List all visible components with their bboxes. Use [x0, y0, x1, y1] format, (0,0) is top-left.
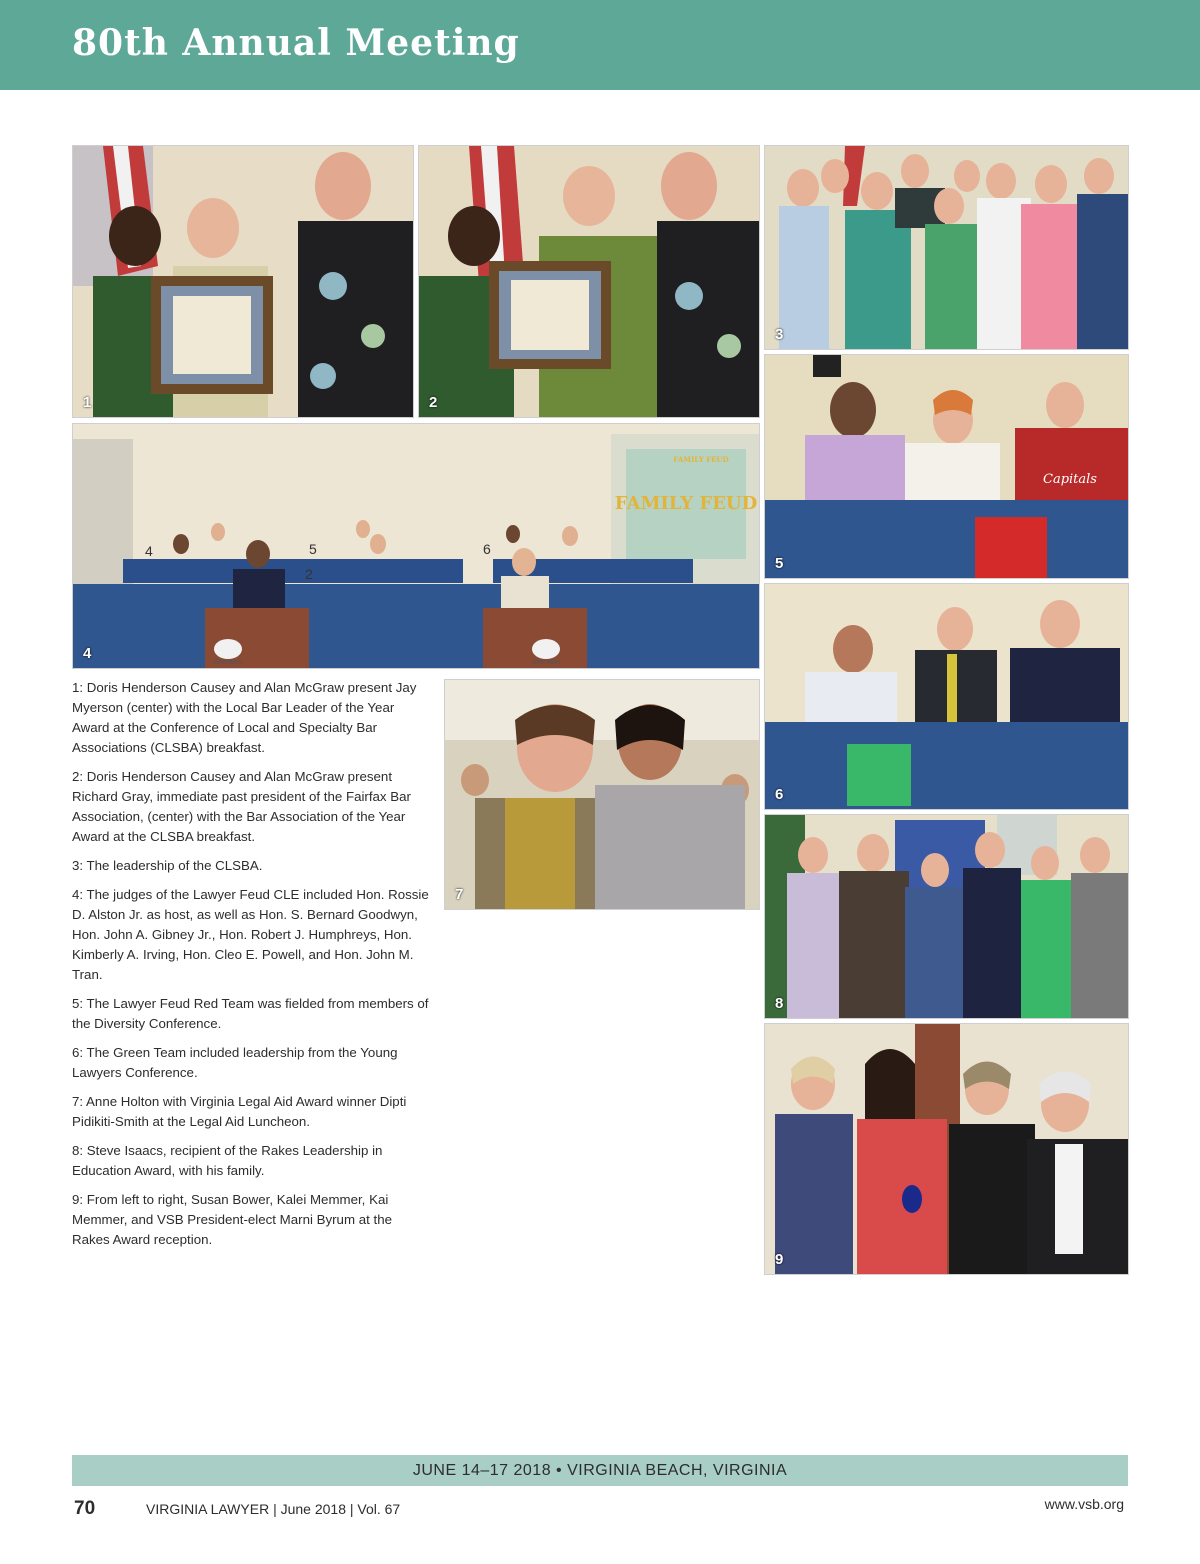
judge-number-2: 2	[305, 566, 313, 582]
photo-3	[764, 145, 1129, 350]
photo-number: 9	[775, 1251, 784, 1268]
photo-2-image	[419, 146, 759, 417]
sheraton-sign-left: Sheraton	[213, 659, 243, 666]
photo-number: 3	[775, 326, 784, 343]
photo-4-image	[73, 424, 759, 668]
photo-6	[764, 583, 1129, 810]
journal-info: VIRGINIA LAWYER | June 2018 | Vol. 67	[146, 1501, 401, 1517]
caption-1: 1: Doris Henderson Causey and Alan McGraw present Jay Myerson (center) with the Local Bar Leader of the Year Award at the Conference of Local and Specialty Bar Associations (CLSBA) breakfast.	[72, 680, 417, 755]
judge-number-5: 5	[309, 541, 317, 557]
caption-3: 3: The leadership of the CLSBA.	[72, 858, 263, 873]
caption-7: 7: Anne Holton with Virginia Legal Aid Award winner Dipti Pidikiti-Smith at the Legal Aid Luncheon.	[72, 1094, 407, 1129]
photo-7	[444, 679, 760, 910]
caption-5: 5: The Lawyer Feud Red Team was fielded from members of the Diversity Conference.	[72, 996, 429, 1031]
photo-9-image	[765, 1024, 1128, 1274]
photo-number: 7	[455, 886, 464, 903]
photo-6-image	[765, 584, 1128, 809]
caption-2: 2: Doris Henderson Causey and Alan McGraw present Richard Gray, immediate past president of the Fairfax Bar Association, (center) with the Bar Association of the Year Award at the CLSBA breakfast.	[72, 769, 411, 844]
photo-2	[418, 145, 760, 418]
photo-5	[764, 354, 1129, 579]
caption-9: 9: From left to right, Susan Bower, Kalei Memmer, Kai Memmer, and VSB President-elect Marni Byrum at the Rakes Award reception.	[72, 1192, 392, 1247]
family-feud-small-sign: FAMILY FEUD	[673, 455, 729, 464]
caption-4: 4: The judges of the Lawyer Feud CLE included Hon. Rossie D. Alston Jr. as host, as well as Hon. S. Bernard Goodwyn, Hon. John A. Gibney Jr., Hon. Robert J. Humphreys, Hon. Kimberly A. Irving, Hon. Cleo E. Powell, and Hon. John M. Tran.	[72, 887, 429, 982]
photo-number: 5	[775, 555, 784, 572]
photo-captions	[72, 678, 432, 1259]
photo-8	[764, 814, 1129, 1019]
photo-number: 4	[83, 645, 92, 662]
photo-1	[72, 145, 414, 418]
footer-band	[72, 1455, 1128, 1486]
photo-7-image	[445, 680, 759, 909]
judge-number-4: 4	[145, 543, 153, 559]
family-feud-sign: FAMILY FEUD	[614, 493, 758, 514]
page-number: 70	[74, 1498, 96, 1519]
photo-number: 1	[83, 394, 92, 411]
header-band	[0, 0, 1200, 90]
photo-4	[72, 423, 760, 669]
photo-number: 2	[429, 394, 438, 411]
photo-8-image	[765, 815, 1128, 1018]
caption-8: 8: Steve Isaacs, recipient of the Rakes Leadership in Education Award, with his family.	[72, 1143, 383, 1178]
photo-3-image	[765, 146, 1128, 349]
event-dates-location: JUNE 14–17 2018 • VIRGINIA BEACH, VIRGINIA	[412, 1462, 788, 1479]
page-title: 80th Annual Meeting	[72, 22, 520, 64]
capitals-jersey: Capitals	[1043, 472, 1097, 487]
sheraton-sign-right: Sheraton	[531, 659, 561, 666]
photo-number: 6	[775, 786, 784, 803]
photo-1-image	[73, 146, 413, 417]
caption-6: 6: The Green Team included leadership from the Young Lawyers Conference.	[72, 1045, 398, 1080]
photo-5-image	[765, 355, 1128, 578]
judge-number-6: 6	[483, 541, 491, 557]
photo-9	[764, 1023, 1129, 1275]
website-url: www.vsb.org	[1044, 1496, 1124, 1512]
photo-number: 8	[775, 995, 784, 1012]
